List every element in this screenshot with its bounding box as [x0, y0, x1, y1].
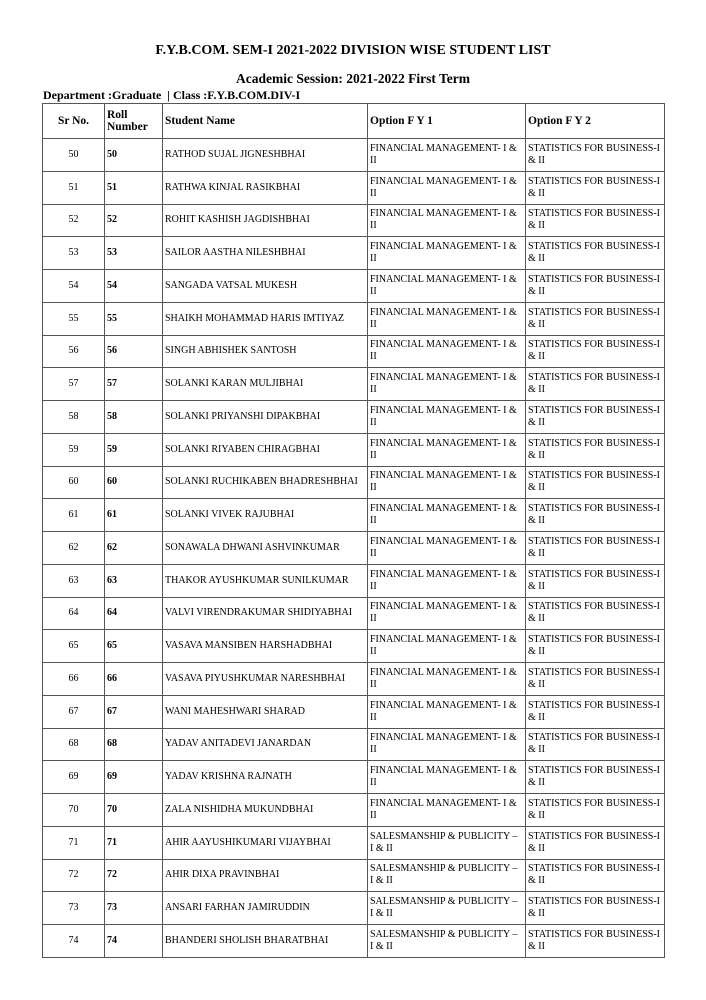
table-row	[43, 302, 665, 335]
student-name-cell: SOLANKI RUCHIKABEN BHADRESHBHAI	[163, 466, 368, 499]
roll-number-cell: 53	[105, 237, 163, 270]
option-fy2-cell: STATISTICS FOR BUSINESS-I & II	[526, 859, 665, 892]
student-name-cell: SAILOR AASTHA NILESHBHAI	[163, 237, 368, 270]
sr-no-cell: 57	[43, 368, 105, 401]
option-fy1-cell: FINANCIAL MANAGEMENT- I & II	[368, 532, 526, 565]
roll-number-cell: 70	[105, 794, 163, 827]
student-name-cell: YADAV ANITADEVI JANARDAN	[163, 728, 368, 761]
table-row	[43, 761, 665, 794]
student-name-cell: YADAV KRISHNA RAJNATH	[163, 761, 368, 794]
student-name-cell: VALVI VIRENDRAKUMAR SHIDIYABHAI	[163, 597, 368, 630]
roll-number-cell: 59	[105, 433, 163, 466]
roll-number-cell: 69	[105, 761, 163, 794]
option-fy2-cell: STATISTICS FOR BUSINESS-I & II	[526, 532, 665, 565]
option-fy2-cell: STATISTICS FOR BUSINESS-I & II	[526, 237, 665, 270]
sr-no-cell: 60	[43, 466, 105, 499]
option-fy2-cell: STATISTICS FOR BUSINESS-I & II	[526, 761, 665, 794]
student-name-cell: SANGADA VATSAL MUKESH	[163, 270, 368, 303]
table-row	[43, 892, 665, 925]
option-fy1-cell: FINANCIAL MANAGEMENT- I & II	[368, 401, 526, 434]
option-fy1-cell: FINANCIAL MANAGEMENT- I & II	[368, 695, 526, 728]
option-fy2-cell: STATISTICS FOR BUSINESS-I & II	[526, 302, 665, 335]
sr-no-cell: 55	[43, 302, 105, 335]
option-fy2-cell: STATISTICS FOR BUSINESS-I & II	[526, 826, 665, 859]
roll-number-cell: 68	[105, 728, 163, 761]
option-fy2-cell: STATISTICS FOR BUSINESS-I & II	[526, 139, 665, 172]
sr-no-cell: 74	[43, 925, 105, 958]
table-row	[43, 925, 665, 958]
table-row	[43, 564, 665, 597]
option-fy2-cell: STATISTICS FOR BUSINESS-I & II	[526, 794, 665, 827]
student-name-cell: BHANDERI SHOLISH BHARATBHAI	[163, 925, 368, 958]
table-row	[43, 335, 665, 368]
sr-no-cell: 61	[43, 499, 105, 532]
table-row	[43, 695, 665, 728]
student-name-cell: SOLANKI VIVEK RAJUBHAI	[163, 499, 368, 532]
student-name-cell: SINGH ABHISHEK SANTOSH	[163, 335, 368, 368]
sr-no-cell: 53	[43, 237, 105, 270]
option-fy1-cell: SALESMANSHIP & PUBLICITY – I & II	[368, 826, 526, 859]
option-fy1-cell: FINANCIAL MANAGEMENT- I & II	[368, 466, 526, 499]
table-row	[43, 270, 665, 303]
student-name-cell: SOLANKI KARAN MULJIBHAI	[163, 368, 368, 401]
student-name-cell: SHAIKH MOHAMMAD HARIS IMTIYAZ	[163, 302, 368, 335]
sr-no-cell: 59	[43, 433, 105, 466]
roll-number-cell: 55	[105, 302, 163, 335]
option-fy2-cell: STATISTICS FOR BUSINESS-I & II	[526, 433, 665, 466]
roll-number-cell: 50	[105, 139, 163, 172]
column-header-student-name: Student Name	[163, 104, 368, 139]
option-fy2-cell: STATISTICS FOR BUSINESS-I & II	[526, 499, 665, 532]
option-fy2-cell: STATISTICS FOR BUSINESS-I & II	[526, 597, 665, 630]
student-name-cell: THAKOR AYUSHKUMAR SUNILKUMAR	[163, 564, 368, 597]
student-name-cell: ZALA NISHIDHA MUKUNDBHAI	[163, 794, 368, 827]
option-fy2-cell: STATISTICS FOR BUSINESS-I & II	[526, 728, 665, 761]
department-class-line: Department :Graduate | Class :F.Y.B.COM.DIV-I	[43, 88, 301, 102]
option-fy1-cell: FINANCIAL MANAGEMENT- I & II	[368, 564, 526, 597]
sr-no-cell: 67	[43, 695, 105, 728]
table-row	[43, 532, 665, 565]
roll-number-cell: 65	[105, 630, 163, 663]
roll-number-cell: 57	[105, 368, 163, 401]
sr-no-cell: 72	[43, 859, 105, 892]
option-fy1-cell: FINANCIAL MANAGEMENT- I & II	[368, 794, 526, 827]
option-fy2-cell: STATISTICS FOR BUSINESS-I & II	[526, 630, 665, 663]
student-name-cell: AHIR DIXA PRAVINBHAI	[163, 859, 368, 892]
student-name-cell: RATHOD SUJAL JIGNESHBHAI	[163, 139, 368, 172]
option-fy2-cell: STATISTICS FOR BUSINESS-I & II	[526, 695, 665, 728]
sr-no-cell: 50	[43, 139, 105, 172]
roll-number-cell: 56	[105, 335, 163, 368]
roll-number-cell: 62	[105, 532, 163, 565]
roll-number-cell: 60	[105, 466, 163, 499]
option-fy2-cell: STATISTICS FOR BUSINESS-I & II	[526, 564, 665, 597]
option-fy1-cell: FINANCIAL MANAGEMENT- I & II	[368, 433, 526, 466]
option-fy2-cell: STATISTICS FOR BUSINESS-I & II	[526, 171, 665, 204]
column-header-roll-number: Roll Number	[105, 104, 163, 139]
sr-no-cell: 58	[43, 401, 105, 434]
student-name-cell: SOLANKI PRIYANSHI DIPAKBHAI	[163, 401, 368, 434]
table-row	[43, 237, 665, 270]
table-row	[43, 171, 665, 204]
roll-number-cell: 74	[105, 925, 163, 958]
table-row	[43, 630, 665, 663]
table-row	[43, 401, 665, 434]
table-row	[43, 728, 665, 761]
option-fy2-cell: STATISTICS FOR BUSINESS-I & II	[526, 401, 665, 434]
roll-number-cell: 54	[105, 270, 163, 303]
option-fy2-cell: STATISTICS FOR BUSINESS-I & II	[526, 204, 665, 237]
table-row	[43, 466, 665, 499]
option-fy1-cell: FINANCIAL MANAGEMENT- I & II	[368, 335, 526, 368]
student-list-table	[42, 103, 665, 958]
option-fy2-cell: STATISTICS FOR BUSINESS-I & II	[526, 663, 665, 696]
option-fy2-cell: STATISTICS FOR BUSINESS-I & II	[526, 466, 665, 499]
sr-no-cell: 51	[43, 171, 105, 204]
academic-session: Academic Session: 2021-2022 First Term	[236, 71, 470, 86]
option-fy1-cell: FINANCIAL MANAGEMENT- I & II	[368, 761, 526, 794]
option-fy1-cell: FINANCIAL MANAGEMENT- I & II	[368, 204, 526, 237]
table-row	[43, 368, 665, 401]
page-title: F.Y.B.COM. SEM-I 2021-2022 DIVISION WISE STUDENT LIST	[155, 43, 551, 58]
option-fy1-cell: FINANCIAL MANAGEMENT- I & II	[368, 499, 526, 532]
option-fy1-cell: FINANCIAL MANAGEMENT- I & II	[368, 270, 526, 303]
table-row	[43, 663, 665, 696]
table-row	[43, 859, 665, 892]
option-fy1-cell: SALESMANSHIP & PUBLICITY – I & II	[368, 859, 526, 892]
sr-no-cell: 63	[43, 564, 105, 597]
roll-number-cell: 52	[105, 204, 163, 237]
sr-no-cell: 62	[43, 532, 105, 565]
table-header-row	[43, 104, 665, 139]
roll-number-cell: 63	[105, 564, 163, 597]
option-fy2-cell: STATISTICS FOR BUSINESS-I & II	[526, 368, 665, 401]
student-name-cell: RATHWA KINJAL RASIKBHAI	[163, 171, 368, 204]
table-body	[43, 139, 665, 958]
sr-no-cell: 73	[43, 892, 105, 925]
sr-no-cell: 56	[43, 335, 105, 368]
sr-no-cell: 54	[43, 270, 105, 303]
roll-number-cell: 51	[105, 171, 163, 204]
sr-no-cell: 65	[43, 630, 105, 663]
option-fy2-cell: STATISTICS FOR BUSINESS-I & II	[526, 335, 665, 368]
roll-number-cell: 73	[105, 892, 163, 925]
table-row	[43, 499, 665, 532]
student-name-cell: VASAVA PIYUSHKUMAR NARESHBHAI	[163, 663, 368, 696]
sr-no-cell: 52	[43, 204, 105, 237]
table-row	[43, 139, 665, 172]
sr-no-cell: 71	[43, 826, 105, 859]
option-fy1-cell: FINANCIAL MANAGEMENT- I & II	[368, 597, 526, 630]
table-row	[43, 597, 665, 630]
student-name-cell: VASAVA MANSIBEN HARSHADBHAI	[163, 630, 368, 663]
column-header-sr-no: Sr No.	[43, 104, 105, 139]
option-fy1-cell: FINANCIAL MANAGEMENT- I & II	[368, 237, 526, 270]
option-fy2-cell: STATISTICS FOR BUSINESS-I & II	[526, 270, 665, 303]
option-fy2-cell: STATISTICS FOR BUSINESS-I & II	[526, 925, 665, 958]
roll-number-cell: 72	[105, 859, 163, 892]
student-name-cell: SONAWALA DHWANI ASHVINKUMAR	[163, 532, 368, 565]
student-name-cell: ANSARI FARHAN JAMIRUDDIN	[163, 892, 368, 925]
student-name-cell: WANI MAHESHWARI SHARAD	[163, 695, 368, 728]
roll-number-cell: 61	[105, 499, 163, 532]
sr-no-cell: 69	[43, 761, 105, 794]
option-fy1-cell: FINANCIAL MANAGEMENT- I & II	[368, 728, 526, 761]
roll-number-cell: 58	[105, 401, 163, 434]
roll-number-cell: 64	[105, 597, 163, 630]
sr-no-cell: 66	[43, 663, 105, 696]
table-row	[43, 433, 665, 466]
roll-number-cell: 71	[105, 826, 163, 859]
roll-number-cell: 66	[105, 663, 163, 696]
roll-number-cell: 67	[105, 695, 163, 728]
option-fy1-cell: FINANCIAL MANAGEMENT- I & II	[368, 663, 526, 696]
option-fy1-cell: SALESMANSHIP & PUBLICITY – I & II	[368, 925, 526, 958]
table-row	[43, 794, 665, 827]
sr-no-cell: 68	[43, 728, 105, 761]
sr-no-cell: 70	[43, 794, 105, 827]
table-row	[43, 826, 665, 859]
student-name-cell: AHIR AAYUSHIKUMARI VIJAYBHAI	[163, 826, 368, 859]
column-header-option-fy1: Option F Y 1	[368, 104, 526, 139]
option-fy1-cell: FINANCIAL MANAGEMENT- I & II	[368, 630, 526, 663]
student-name-cell: SOLANKI RIYABEN CHIRAGBHAI	[163, 433, 368, 466]
option-fy1-cell: SALESMANSHIP & PUBLICITY – I & II	[368, 892, 526, 925]
option-fy1-cell: FINANCIAL MANAGEMENT- I & II	[368, 171, 526, 204]
option-fy1-cell: FINANCIAL MANAGEMENT- I & II	[368, 368, 526, 401]
option-fy2-cell: STATISTICS FOR BUSINESS-I & II	[526, 892, 665, 925]
student-name-cell: ROHIT KASHISH JAGDISHBHAI	[163, 204, 368, 237]
column-header-option-fy2: Option F Y 2	[526, 104, 665, 139]
table-row	[43, 204, 665, 237]
option-fy1-cell: FINANCIAL MANAGEMENT- I & II	[368, 302, 526, 335]
option-fy1-cell: FINANCIAL MANAGEMENT- I & II	[368, 139, 526, 172]
sr-no-cell: 64	[43, 597, 105, 630]
